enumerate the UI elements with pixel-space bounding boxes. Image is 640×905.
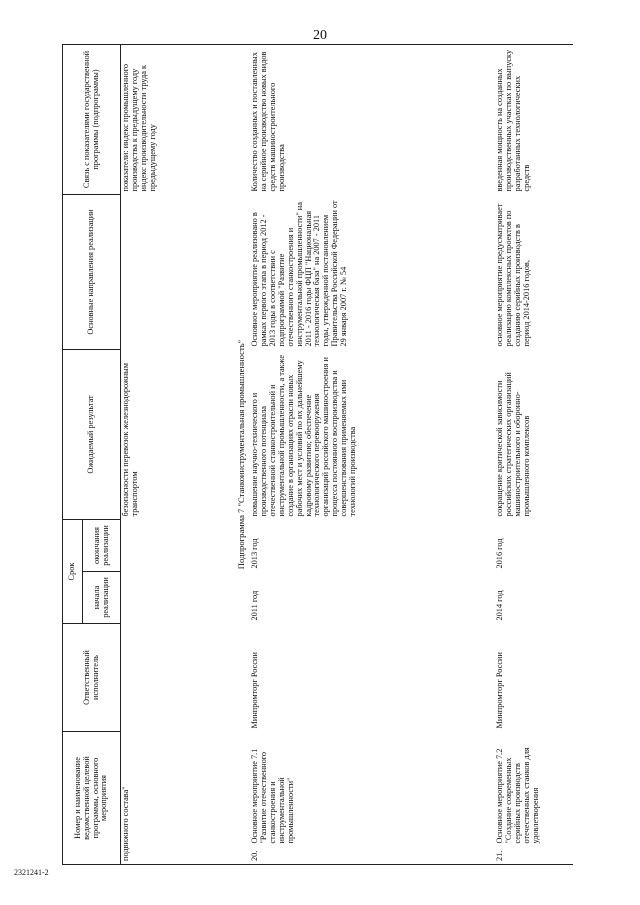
header-end: окончания реализации [83, 520, 121, 572]
header-executor: Ответственный исполнитель [63, 624, 121, 732]
row-program-name: Основное мероприятие 7.2 "Создание современных серийных производств отечественных станков для удовлетворения [494, 747, 540, 844]
header-term: Срок [63, 520, 83, 624]
row-directions: Основное мероприятие реализовано в рамках первого этапа в период 2012 - 2013 годы в соответствии с подпрограммой "Развитие отечественного станкостроения и инструментальной промышленности" на 2011 - 2016 годы ФЦП "Национальная технологическая база" на 2007 - 2011 годы, утвержденной постановлением Правительства Российской Федерации от 29 января 2007 г. № 54 [249, 200, 349, 347]
document-code: 2321241-2 [14, 868, 49, 877]
row-end: 2013 год [249, 538, 259, 569]
subprogram-row [233, 45, 250, 865]
table-row [250, 45, 495, 865]
table-header [63, 45, 121, 865]
row-result: сокращение критической зависимости российских стратегических организаций машиностроительного и оборонно-промышленного комплексов [494, 372, 531, 517]
row-start: 2014 год [494, 590, 504, 621]
cell-continuation-link: показатели: индекс промышленного производства к предыдущему году индекс производительности труда к предыдущему году [121, 45, 233, 195]
header-directions: Основные направления реализации [63, 195, 121, 350]
header-expected-result: Ожидаемый результат [63, 350, 121, 520]
row-directions: основное мероприятие предусматривает реализацию комплексных проектов по созданию серийных производств в период 2014-2016 годов, [494, 203, 531, 347]
header-program-name: Номер и наименование ведомственной целевой программы, основного мероприятия [63, 732, 121, 865]
row-end: 2016 год [494, 538, 504, 569]
row-number: 21. [495, 847, 573, 865]
rotated-table-frame [62, 45, 607, 865]
header-start: начала реализации [83, 572, 121, 624]
row-result: повышение научно-технического и производственного потенциала отечественной станкостроительной и инструментальной промышленности, а также создание в организациях отрасли новых рабочих мест и условий по их дальнейшему кадровому развитию; обеспечение технологического перевооружения организаций российского машиностроения и процесса постоянного воспроизводства и совершенствования применяемых ими технологий производства [249, 354, 358, 517]
cell-continuation-result: безопасности перевозок железнодорожным транспортом [121, 363, 139, 517]
row-indicators-link: введенная мощность на созданных производственных участках по выпуску разработанных технологических средств [495, 45, 573, 195]
row-executor: Минпромторг России [249, 652, 259, 729]
cell-continuation-name: подвижного состава" [121, 732, 233, 865]
page-number: 20 [313, 28, 327, 43]
row-indicators-link: Количество созданных и поставленных на серийное производство новых видов средств машиностроительного производства [250, 45, 495, 195]
subprogram-title: Подпрограмма 7 "Станкоинструментальная промышленность" [233, 45, 250, 865]
row-number: 20. [250, 847, 495, 865]
table-row-continuation [121, 45, 233, 865]
row-start: 2011 год [249, 590, 259, 621]
header-indicators-link: Связь с показателями государственной программы (подпрограммы) [63, 45, 121, 195]
program-table [62, 44, 573, 865]
table-row [495, 45, 573, 865]
row-program-name: Основное мероприятие 7.1 "Развитие отечественного станкостроения и инструментальной промышленности" [249, 748, 295, 844]
row-executor: Минпромторг России [494, 652, 504, 729]
